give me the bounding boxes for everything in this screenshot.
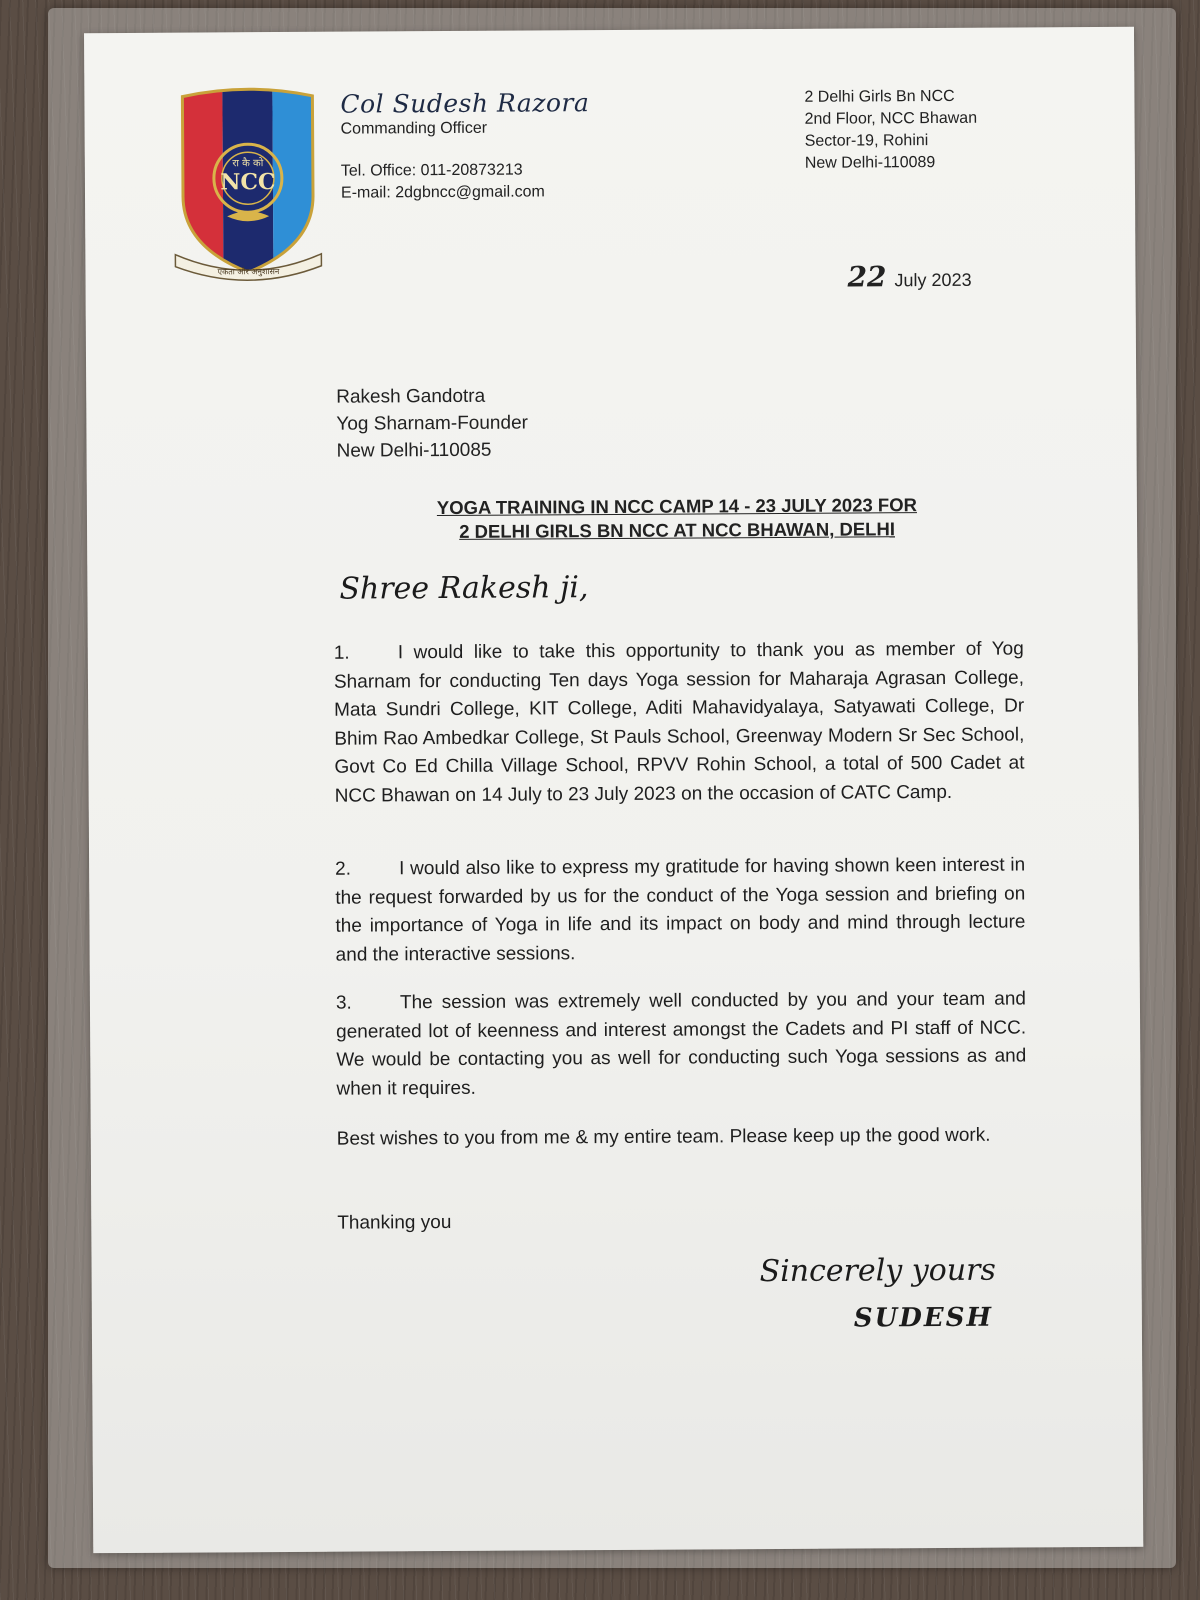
best-wishes: Best wishes to you from me & my entire team. Please keep up the good work. [336,1124,991,1150]
svg-text:एकता और अनुशासन: एकता और अनुशासन [217,267,280,277]
letter-page [84,27,1143,1553]
addressee-block [336,383,528,465]
address-line: 2nd Floor, NCC Bhawan [804,109,978,128]
officer-title: Commanding Officer [340,119,488,138]
office-phone: Tel. Office: 011-20873213 [340,161,523,180]
letter-date [847,260,971,294]
subject-line: YOGA TRAINING IN NCC CAMP 14 - 23 JULY 2023 FOR [436,494,918,519]
date-day-handwritten: 22 [847,260,887,294]
handwritten-salutation: Shree Rakesh ji, [339,570,589,607]
address-line: 2 Delhi Girls Bn NCC [804,87,955,106]
paragraph-text: The session was extremely well conducted by you and your team and generated lot of keenness and interest amongst the Cadets and PI staff of NCC. We would be contacting you as well for conducting such Yoga sessions as and when it requires. [336,988,1027,1100]
paragraph-text: I would like to take this opportunity to thank you as member of Yog Sharnam for conducting Ten days Yoga session for Maharaja Agrasan College, Mata Sundri College, KIT College, Aditi Mahavidyalaya, Satyawati College, Dr Bhim Rao Ambedkar College, St Pauls School, Greenway Modern Sr Sec School, Govt Co Ed Chilla Village School, RPVV Rohin School, a total of 500 Cadet at NCC Bhawan on 14 July to 23 July 2023 on the occasion of CATC Camp. [333,638,1025,807]
letterhead-address [804,86,977,175]
addressee-line: Rakesh Gandotra [336,385,486,408]
address-line: New Delhi-110089 [804,154,936,172]
subject-line: 2 DELHI GIRLS BN NCC AT NCC BHAWAN, DELHI [459,518,896,542]
officer-name: Col Sudesh Razora [340,88,590,119]
addressee-line: New Delhi-110085 [336,439,492,462]
ncc-crest-logo [170,86,325,283]
paragraph-number: 2. [335,858,352,880]
paragraph-number: 3. [335,992,352,1014]
paragraph-text: I would also like to express my gratitude for having shown keen interest in the request forwarded by us for the conduct of the Yoga session and briefing on the importance of Yoga in life and its impact on body and mind through lecture and the interactive sessions. [335,854,1026,966]
subject-heading [337,493,1017,545]
paragraph-number: 1. [333,642,350,664]
letterhead-left [340,88,590,205]
date-month-year: July 2023 [894,269,972,291]
handwritten-closing: Sincerely yours [759,1252,996,1290]
office-email: E-mail: 2dgbncc@gmail.com [340,183,545,202]
paragraph-3 [336,985,1027,1103]
paragraph-2 [335,851,1026,969]
addressee-line: Yog Sharnam-Founder [336,412,528,435]
svg-text:NCC: NCC [220,169,276,196]
thanking-line: Thanking you [337,1211,452,1234]
svg-text:रा कै को: रा कै को [232,158,264,170]
paragraph-1 [334,635,1025,810]
address-line: Sector-19, Rohini [804,132,929,150]
handwritten-signature: SUDESH [853,1302,994,1334]
